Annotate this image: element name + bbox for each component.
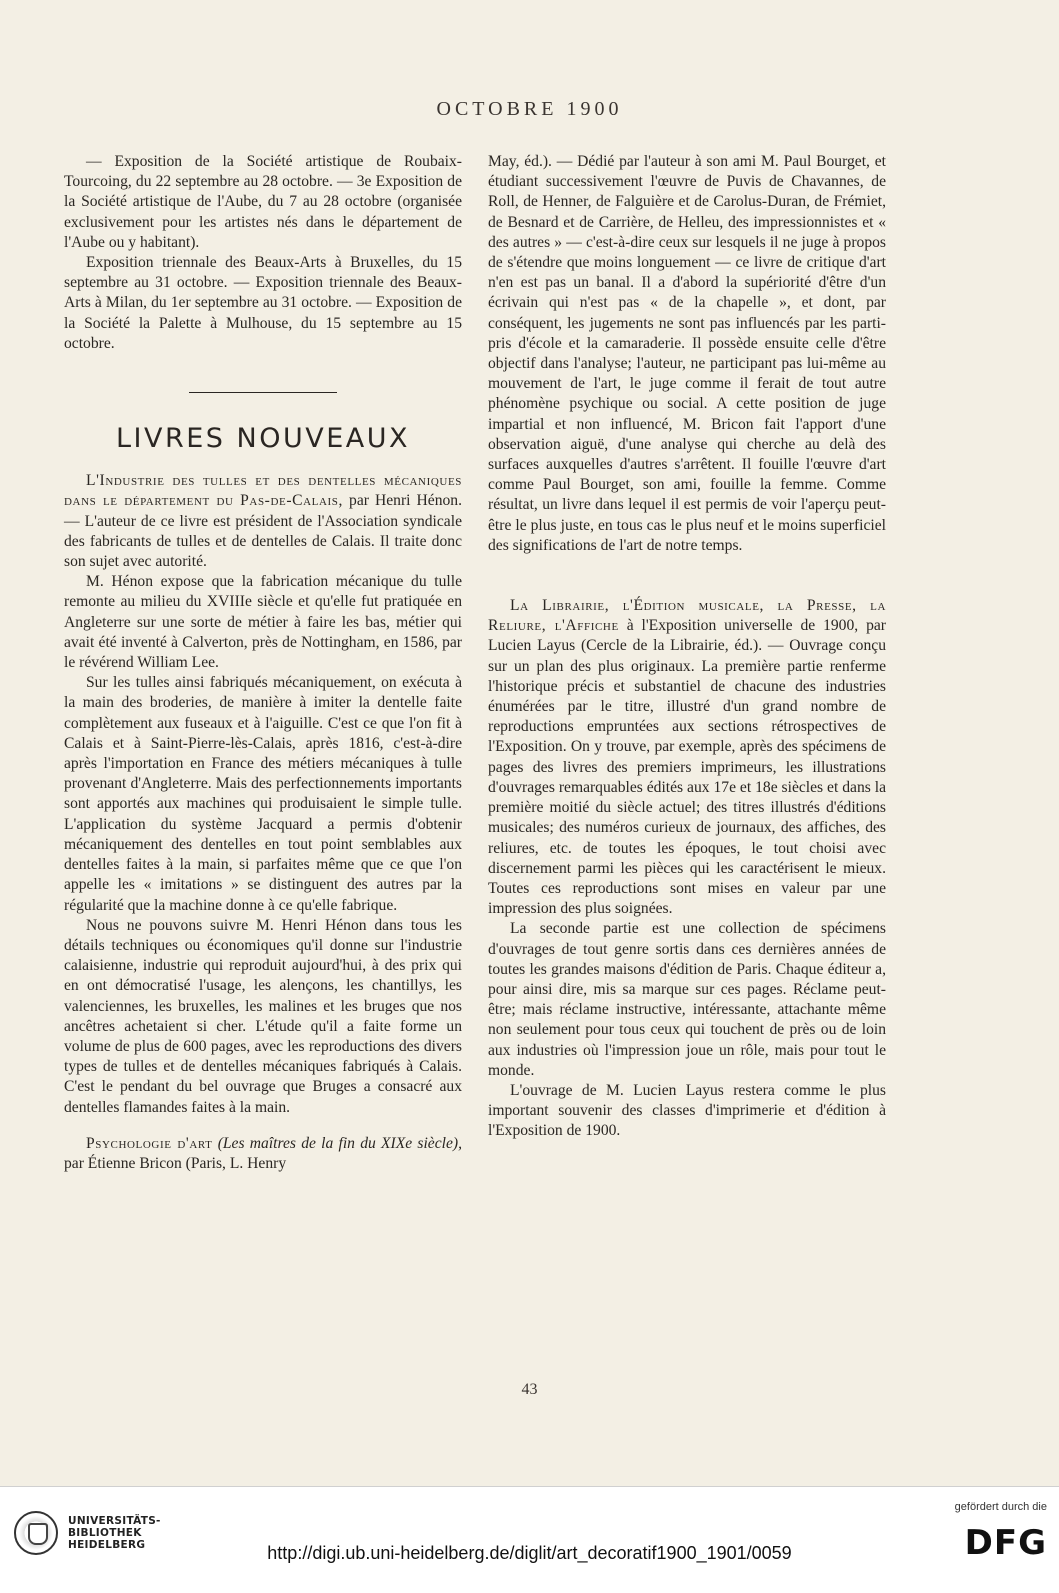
left-column — [64, 152, 462, 1174]
book-title: La Librairie, l'Édition musicale, la Presse, la Reliure, l'Affiche — [488, 597, 886, 635]
paragraph: — Exposition de la Société artistique de Roubaix-Tourcoing, du 22 septembre au 28 octobre. — 3e Exposition de la Société artistique de l'Aube, du 7 au 28 octobre (organisée exclusivement pour les artistes nés dans le département de l'Aube ou y habitant). — [64, 153, 462, 251]
paragraph-text: par Étienne Bricon (Paris, L. Henry — [64, 1154, 287, 1172]
footer-bar — [0, 1486, 1059, 1593]
paragraph: L'ouvrage de M. Lucien Layus restera comme le plus important souvenir des classes d'imprimerie et d'édition à l'Exposition de 1900. — [488, 1081, 886, 1140]
dfg-logo: DFG — [964, 1523, 1047, 1563]
paragraph — [64, 471, 462, 572]
paragraph: Nous ne pouvons suivre M. Henri Hénon dans tous les détails techniques ou économiques qu'il donne sur l'industrie calaisienne, industrie qui reproduit aujourd'hui, à des prix qui en ont démocratisé l'usage, les alençons, les chantillys, les valenciennes, les bruxelles, les malines et les bruges que nos ancêtres achetaient si cher. L'étude qu'il a faite forme un volume de plus de 600 pages, avec les reproductions des divers types de tulles et de dentelles mécaniques fabriqués à Calais. C'est le pendant du bel ouvrage que Bruges a consacré aux dentelles flamandes faites à la main. — [64, 916, 462, 1116]
page-number: 43 — [521, 1381, 538, 1398]
book-subtitle: (Les maîtres de la fin du XIXe siècle), — [212, 1134, 462, 1152]
section-divider — [189, 392, 337, 393]
paragraph: Exposition triennale des Beaux-Arts à Bruxelles, du 15 septembre au 31 octobre. — Exposition triennale des Beaux-Arts à Milan, du 1er septembre au 31 octobre. — Exposition de la Société la Palette à Mulhouse, du 15 septembre au 15 octobre. — [64, 254, 462, 352]
section-title: LIVRES NOUVEAUX — [116, 423, 410, 455]
source-url-link[interactable]: http://digi.ub.uni-heidelberg.de/diglit/art_decoratif1900_1901/0059 — [267, 1543, 792, 1563]
university-line: UNIVERSITÄTS- — [68, 1515, 161, 1527]
funded-by-label: gefördert durch die — [954, 1501, 1047, 1513]
paragraph — [64, 1134, 462, 1174]
paragraph: May, éd.). — Dédié par l'auteur à son ami M. Paul Bourget, et étudiant successivement l'œuvre de Puvis de Chavannes, de Roll, de Henner, de Falguière et de Carolus-Duran, de Frémiet, de Besnard et de Carrière, de Helleu, des impressionnistes et « des autres » — c'est-à-dire ceux sur lesquels il ne juge à propos de s'étendre que moins longuement — ce livre de critique d'art n'en est pas un banal. Il a d'abord la supériorité d'être d'un écrivain qui n'est pas « de la chapelle », et dont, par conséquent, les jugements ne sont pas influencés par les parti-pris d'école et la camaraderie. Il possède ensuite celle d'être objectif dans l'analyse; l'auteur, ne participant pas lui-même au mouvement de l'art, le juge comme il ferait de tout autre phénomène psychique ou social. A cette position de juge impartial et non influencé, M. Bricon fait l'apport d'une observation aiguë, d'une analyse qui cherche au delà des surfaces auxquelles d'autres s'arrêtent. Il fouille l'œuvre d'art comme Paul Bourget, son ami, fouille la femme. Comme résultat, un livre dans lequel il est permis de voir l'aperçu peut-être le plus juste, en tous cas le plus neuf et le moins superficiel des significations de l'art de notre temps. — [488, 153, 886, 554]
page-header: OCTOBRE 1900 — [436, 98, 623, 120]
right-column — [488, 152, 886, 1142]
paragraph: La seconde partie est une collection de spécimens d'ouvrages de tout genre sortis dans ces dernières années de toutes les grandes maisons d'édition de Paris. Chaque éditeur a, pour ainsi dire, mis sa marque sur ces pages. Réclame peut-être; mais réclame instructive, intéressante, attachante même non seulement pour tous ceux qui touchent de près ou de loin aux industries où l'impression joue un rôle, mais pour tout le monde. — [488, 920, 886, 1079]
book-title: L'Industrie des tulles et des dentelles mécaniques dans le département du Pas-de-Calais, — [64, 472, 462, 510]
paragraph: Sur les tulles ainsi fabriqués mécaniquement, on exécuta à la main des broderies, de manière à imiter la dentelle faite complètement aux fuseaux et à l'aiguille. C'est ce que l'on fit à Calais et à Saint-Pierre-lès-Calais, après 1816, c'est-à-dire après l'importation en France des métiers mécaniques à tulle provenant d'Angleterre. Mais des perfectionnements importants sont apportés aux machines qui produisaient le simple tulle. L'application du système Jacquard a permis d'obtenir mécaniquement des dentelles en tout point semblables aux dentelles faites à la main, si parfaites même que ce que l'on appelle les « imitations » se distinguent des autres par la régularité que la machine donne à ce qu'elle fabrique. — [64, 674, 462, 914]
book-title: Psychologie d'art — [86, 1134, 213, 1152]
paragraph: M. Hénon expose que la fabrication mécanique du tulle remonte au milieu du XVIIIe siècle et qu'elle fut pratiquée en Angleterre sur une sorte de métier à faire les bas, métier qui avait été inventé à Calverton, près de Nottingham, en 1586, par le révérend William Lee. — [64, 573, 462, 672]
paragraph-text: à l'Exposition universelle de 1900, par Lucien Layus (Cercle de la Librairie, éd.). — Ouvrage conçu sur un plan des plus originaux. La première partie renferme l'historique précis et substantiel de chacune des industries énumérées par le titre, illustré d'un grand nombre de reproductions empruntées aux sections rétrospectives de l'Exposition. On y trouve, par exemple, après des spécimens de pages des livres des premiers imprimeurs, les illustrations d'ouvrages remarquables édités aux 17e et 18e siècles et dans la première moitié du siècle actuel; des titres illustrés d'éditions musicales; des numéros curieux de journaux, des affiches, des reliures, etc. de toutes les époques, le tout choisi avec discernement parmi les pièces qui les caractérisent le mieux. Toutes ces reproductions sont mises en valeur par une impression des plus soignées. — [488, 617, 886, 918]
paragraph — [488, 596, 886, 919]
university-line: BIBLIOTHEK — [68, 1527, 142, 1539]
university-line: HEIDELBERG — [68, 1539, 146, 1551]
paragraph-text: par Henri Hénon. — L'auteur de ce livre est président de l'Association syndicale des fabricants de tulles et de dentelles de Calais. Il traite donc son sujet avec autorité. — [64, 492, 462, 571]
